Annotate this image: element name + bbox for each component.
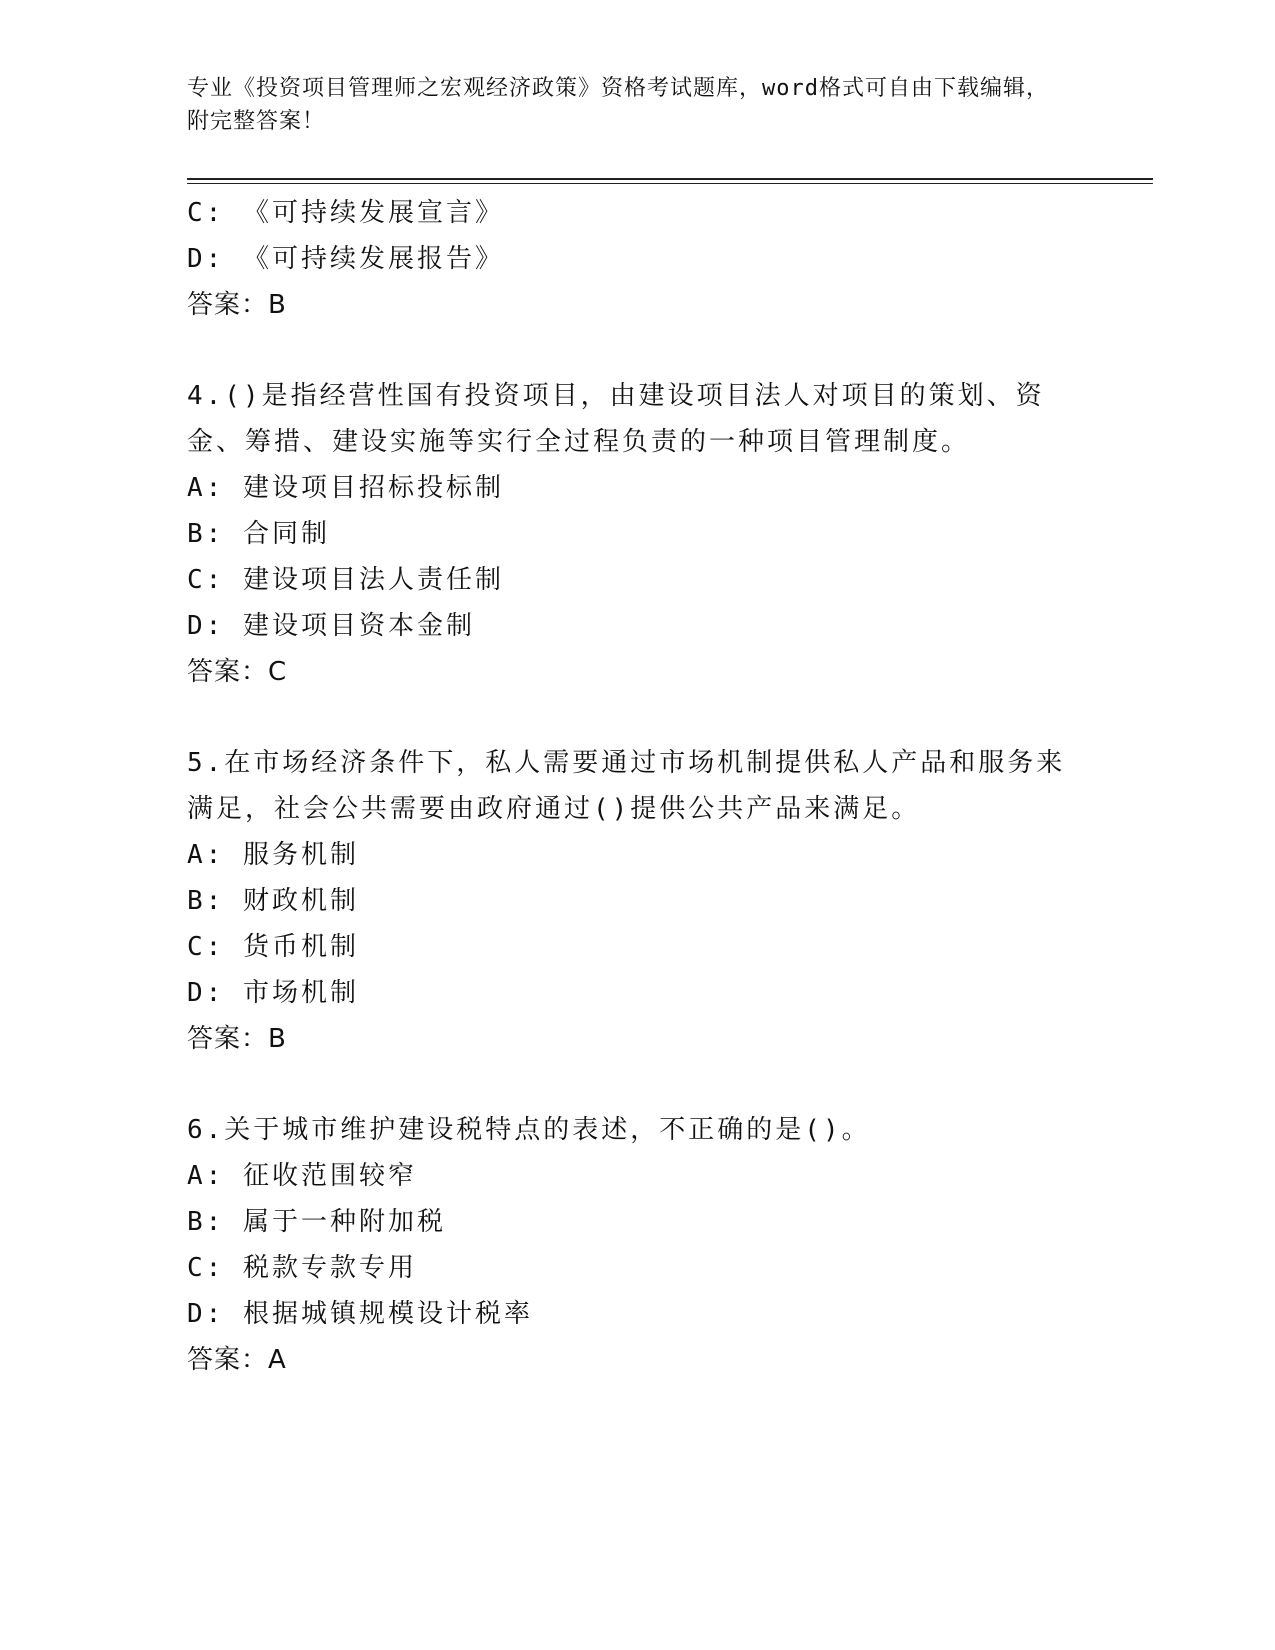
answer: 答案：C <box>187 657 288 687</box>
option-c: C: 货币机制 <box>187 932 359 962</box>
answer: 答案：A <box>187 1345 287 1375</box>
option-d: D: 《可持续发展报告》 <box>187 244 504 274</box>
header-rule-thin <box>187 183 1153 184</box>
header-rule-thick <box>187 178 1153 180</box>
question-6 <box>187 1107 1087 1383</box>
option-a: A: 服务机制 <box>187 840 359 870</box>
document-header: 专业《投资项目管理师之宏观经济政策》资格考试题库，word格式可自由下载编辑，附完整答案！ <box>187 76 1049 134</box>
answer: 答案：B <box>187 290 287 320</box>
option-a: A: 征收范围较窄 <box>187 1161 417 1191</box>
question-stem: 5.在市场经济条件下，私人需要通过市场机制提供私人产品和服务来满足，社会公共需要由政府通过()提供公共产品来满足。 <box>187 748 1066 824</box>
option-c: C: 《可持续发展宣言》 <box>187 198 504 228</box>
question-3-tail <box>187 190 1087 328</box>
question-stem: 4.()是指经营性国有投资项目，由建设项目法人对项目的策划、资金、筹措、建设实施等实行全过程负责的一种项目管理制度。 <box>187 381 1045 457</box>
option-d: D: 市场机制 <box>187 978 359 1008</box>
option-b: B: 财政机制 <box>187 886 359 916</box>
question-5 <box>187 740 1087 1062</box>
option-d: D: 根据城镇规模设计税率 <box>187 1299 533 1329</box>
option-c: C: 建设项目法人责任制 <box>187 565 504 595</box>
option-a: A: 建设项目招标投标制 <box>187 473 504 503</box>
option-c: C: 税款专款专用 <box>187 1253 417 1283</box>
option-d: D: 建设项目资本金制 <box>187 611 475 641</box>
question-stem: 6.关于城市维护建设税特点的表述，不正确的是()。 <box>187 1115 871 1145</box>
question-list <box>187 190 1087 1383</box>
question-4 <box>187 373 1087 695</box>
answer: 答案：B <box>187 1024 287 1054</box>
option-b: B: 属于一种附加税 <box>187 1207 446 1237</box>
option-b: B: 合同制 <box>187 519 330 549</box>
